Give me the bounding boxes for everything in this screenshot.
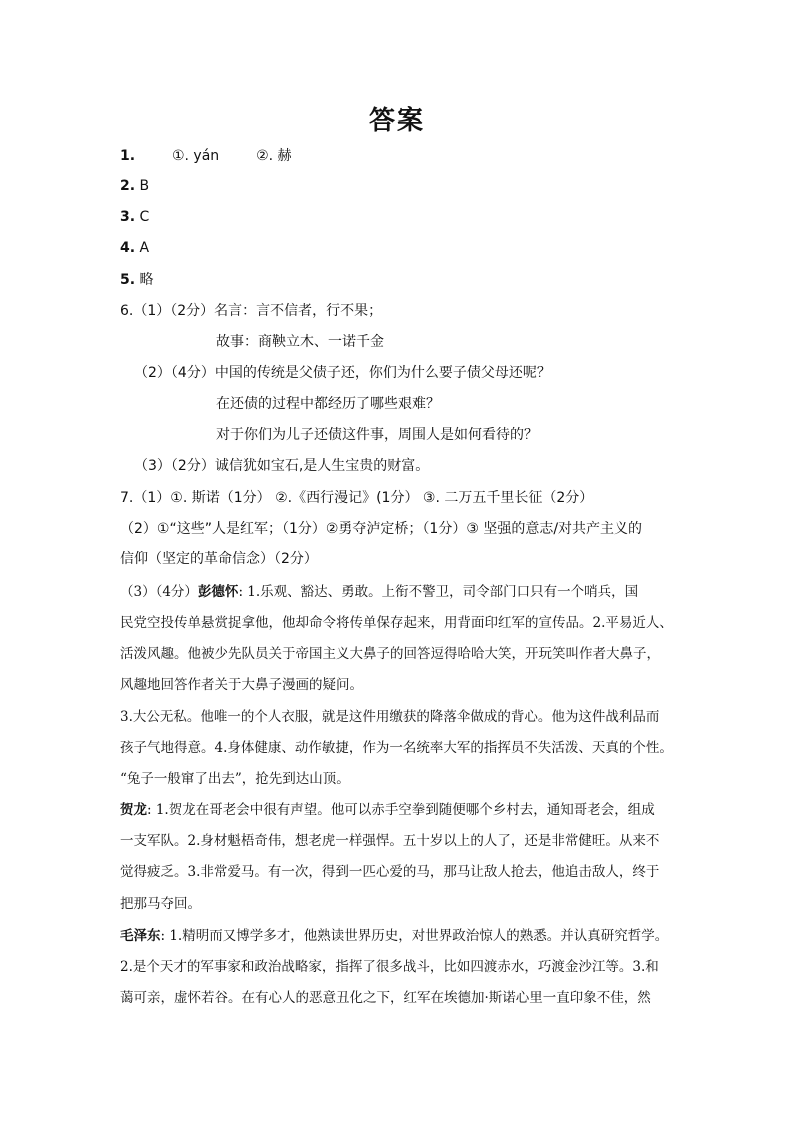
answer-7-line-16: 2.是个天才的军事家和政治战略家，指挥了很多战斗，比如四渡赤水，巧渡金沙江等。3.和 bbox=[120, 959, 659, 975]
answer-6-line-1: 6.（1）（2分）名言：言不信者，行不果； bbox=[120, 303, 383, 319]
answer-7-line-11 bbox=[120, 800, 655, 820]
answer-2 bbox=[120, 176, 149, 196]
answer-4 bbox=[120, 238, 149, 258]
answer-7-line-14: 把那马夺回。 bbox=[120, 896, 201, 912]
answer-7-line-5: 民党空投传单悬赏捉拿他，他却命令将传单保存起来，用背面印红军的宣传品。2.平易近人、 bbox=[120, 615, 673, 631]
answer-6-line-5: 对于你们为儿子还债这件事，周围人是如何看待的？ bbox=[216, 427, 538, 443]
answer-choice: C bbox=[139, 209, 150, 225]
answer-6-line-6: （3）（2分）诚信犹如宝石,是人生宝贵的财富。 bbox=[134, 458, 430, 474]
answer-7-line-3: 信仰（坚定的革命信念）（2分） bbox=[120, 551, 318, 567]
answer-1a: ①. yán bbox=[171, 148, 220, 164]
answer-text: 略 bbox=[139, 272, 154, 288]
person-name: 贺龙 bbox=[120, 802, 147, 818]
answer-7-line-2: （2）①“这些”人是红军；（1分）②勇夺泸定桥；（1分）③ 坚强的意志/对共产主义的 bbox=[120, 521, 643, 537]
answer-choice: A bbox=[139, 240, 150, 256]
answer-7-line-4 bbox=[120, 582, 638, 602]
answer-number: 2. bbox=[120, 178, 136, 194]
answer-7-line-12: 一支军队。2.身材魁梧奇伟，想老虎一样强悍。五十岁以上的人了，还是非常健旺。从来不 bbox=[120, 833, 660, 849]
answer-7-line-7: 风趣地回答作者关于大鼻子漫画的疑问。 bbox=[120, 677, 363, 693]
answer-number: 5. bbox=[120, 272, 136, 288]
answer-number: 3. bbox=[120, 209, 136, 225]
answer-5 bbox=[120, 270, 154, 290]
score-label: （3）（4分） bbox=[120, 584, 198, 600]
description-text: : 1.精明而又博学多才，他熟读世界历史，对世界政治惊人的熟悉。并认真研究哲学。 bbox=[160, 928, 669, 944]
person-name: 毛泽东 bbox=[120, 928, 161, 944]
answer-1b: ②. 赫 bbox=[256, 148, 292, 164]
answer-3 bbox=[120, 207, 149, 227]
answer-7-line-10: “兔子一般窜了出去”，抢先到达山顶。 bbox=[120, 771, 350, 787]
answer-7-line-15 bbox=[120, 926, 668, 946]
answer-7-line-13: 觉得疲乏。3.非常爱马。有一次，得到一匹心爱的马，那马让敌人抢去，他追击敌人，终于 bbox=[120, 864, 660, 880]
description-text: : 1.贺龙在哥老会中很有声望。他可以赤手空拳到随便哪个乡村去，通知哥老会，组成 bbox=[147, 802, 655, 818]
answer-7-line-8: 3.大公无私。他唯一的个人衣服，就是这件用缴获的降落伞做成的背心。他为这件战利品而 bbox=[120, 709, 660, 725]
answer-7-line-17: 蔼可亲，虚怀若谷。在有心人的恶意丑化之下，红军在埃德加·斯诺心里一直印象不佳，然 bbox=[120, 990, 651, 1006]
answer-7-line-6: 活泼风趣。他被少先队员关于帝国主义大鼻子的回答逗得哈哈大笑，开玩笑叫作者大鼻子， bbox=[120, 646, 660, 662]
answer-number: 1. bbox=[120, 148, 136, 164]
answer-6-line-4: 在还债的过程中都经历了哪些艰难？ bbox=[216, 396, 440, 412]
page-title: 答案 bbox=[368, 106, 425, 136]
description-text: : 1.乐观、豁达、勇敢。上衔不警卫，司令部门口只有一个哨兵，国 bbox=[238, 584, 639, 600]
answer-choice: B bbox=[139, 178, 150, 194]
answer-1 bbox=[120, 146, 292, 166]
person-name: 彭德怀 bbox=[197, 584, 239, 600]
answer-7-line-9: 孩子气地得意。4.身体健康、动作敏捷，作为一名统率大军的指挥员不失活泼、天真的个性。 bbox=[120, 740, 673, 756]
answer-6-line-2: 故事：商鞅立木、一诺千金 bbox=[216, 334, 384, 350]
answer-number: 4. bbox=[120, 240, 136, 256]
answer-7-line-1: 7.（1）①. 斯诺（1分） ②.《西行漫记》(1分） ③. 二万五千里长征（2分） bbox=[120, 490, 594, 506]
answer-6-line-3: （2）（4分）中国的传统是父债子还，你们为什么要子债父母还呢？ bbox=[134, 365, 551, 381]
